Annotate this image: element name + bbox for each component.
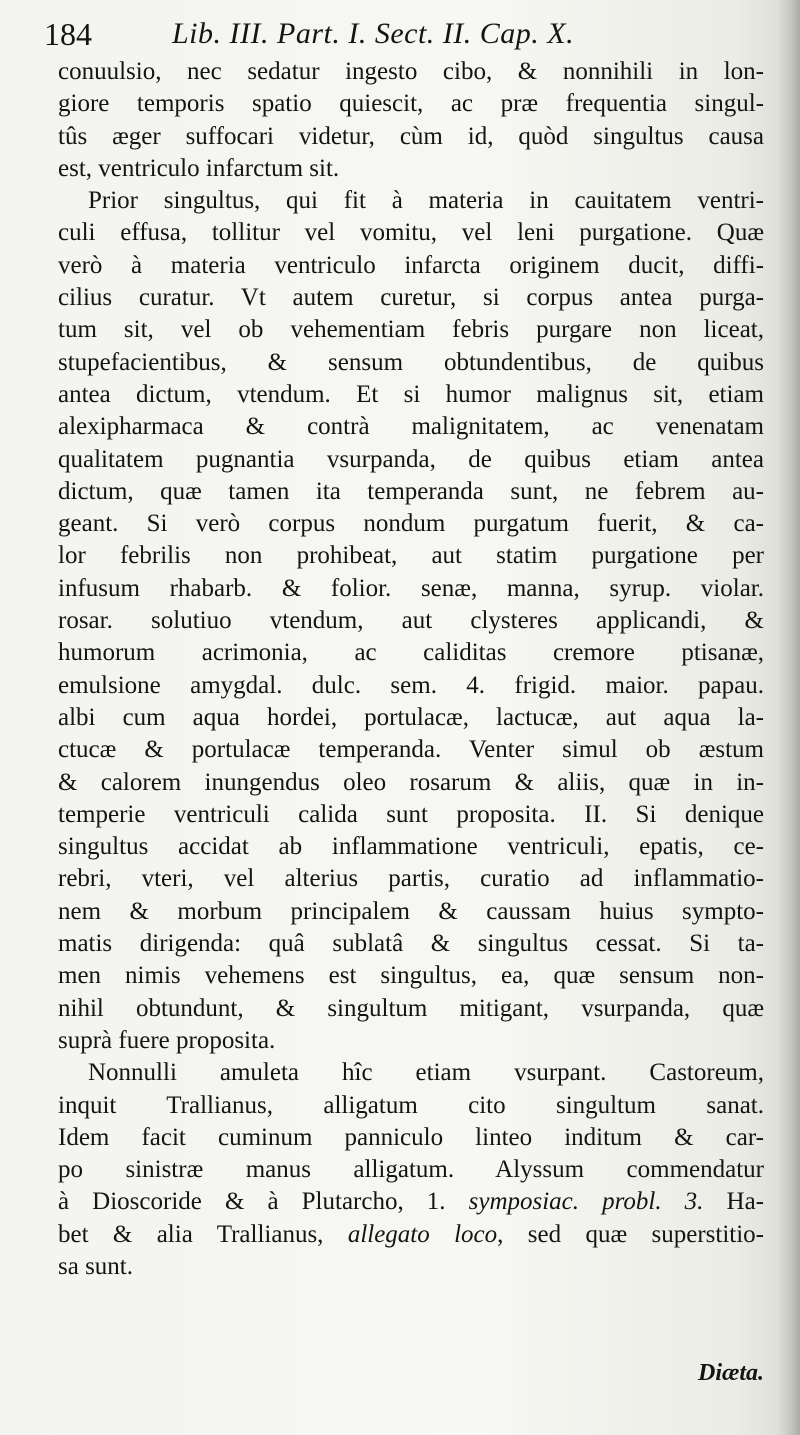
text-line: geant. Si verò corpus nondum purgatum fuerit, & ca- bbox=[58, 510, 764, 538]
text-line: conuulsio, nec sedatur ingesto cibo, & nonnihili in lon- bbox=[58, 58, 764, 85]
text-fragment: à Dioscoride & à Plutarcho, 1. bbox=[58, 1188, 469, 1216]
text-fragment: , sed quæ superstitio- bbox=[497, 1220, 764, 1248]
text-line: rebri, vteri, vel alterius partis, curatio ad inflammatio- bbox=[58, 865, 764, 893]
text-line: Prior singultus, qui fit à materia in cauitatem ventri- bbox=[88, 187, 764, 215]
body-text bbox=[58, 56, 764, 1283]
running-head: Lib. III. Part. I. Sect. II. Cap. X. bbox=[172, 17, 575, 50]
text-line: infusum rhabarb. & folior. senæ, manna, syrup. violar. bbox=[58, 574, 764, 602]
text-line: qualitatem pugnantia vsurpanda, de quibus etiam antea bbox=[58, 445, 764, 473]
text-line: inquit Trallianus, alligatum cito singultum sanat. bbox=[58, 1091, 764, 1119]
text-fragment: Ha- bbox=[703, 1188, 764, 1216]
text-line: temperie ventriculi calida sunt proposita. II. Si denique bbox=[58, 800, 764, 828]
italic-fragment: iac. probl. 3. bbox=[542, 1188, 704, 1216]
text-line: tûs æger suffocari videtur, cùm id, quòd singultus causa bbox=[58, 122, 764, 150]
text-line: rosar. solutiuo vtendum, aut clysteres applicandi, & bbox=[58, 607, 764, 635]
text-line: humorum acrimonia, ac caliditas cremore ptisanæ, bbox=[58, 639, 764, 667]
text-line: men nimis vehemens est singultus, ea, quæ sensum non- bbox=[58, 962, 764, 990]
text-line: sa sunt. bbox=[58, 1252, 133, 1280]
text-line: emulsione amygdal. dulc. sem. 4. frigid. maior. papau. bbox=[58, 671, 764, 699]
text-line: tum sit, vel ob vehementiam febris purgare non liceat, bbox=[58, 316, 764, 344]
text-line: albi cum aqua hordei, portulacæ, lactucæ, aut aqua la- bbox=[58, 703, 764, 731]
text-line: dictum, quæ tamen ita temperanda sunt, ne febrem au- bbox=[58, 477, 764, 505]
text-line: verò à materia ventriculo infarcta originem ducit, diffi- bbox=[58, 251, 764, 279]
text-line: stupefacientibus, & sensum obtundentibus, de quibus bbox=[58, 348, 764, 376]
page-number: 184 bbox=[44, 16, 92, 52]
text-fragment: bet & alia Trallianus, bbox=[58, 1220, 348, 1248]
text-line: suprà fuere proposita. bbox=[58, 1026, 276, 1054]
text-line: antea dictum, vtendum. Et si humor malignus sit, etiam bbox=[58, 380, 764, 408]
text-line: Nonnulli amuleta hîc etiam vsurpant. Castoreum, bbox=[88, 1059, 764, 1087]
text-line: est, ventriculo infarctum sit. bbox=[58, 154, 340, 182]
text-line: nihil obtundunt, & singultum mitigant, vsurpanda, quæ bbox=[58, 994, 764, 1022]
italic-fragment: sympos bbox=[468, 1188, 543, 1216]
catchword: Diæta. bbox=[698, 1360, 764, 1386]
text-line: & calorem inungendus oleo rosarum & aliis, quæ in in- bbox=[58, 768, 764, 796]
text-line: culi effusa, tollitur vel vomitu, vel leni purgatione. Quæ bbox=[58, 219, 764, 247]
text-line: lor febrilis non prohibeat, aut statim purgatione per bbox=[58, 542, 764, 570]
text-line-mixed bbox=[58, 1219, 764, 1251]
text-line: matis dirigenda: quâ sublatâ & singultus cessat. Si ta- bbox=[58, 930, 764, 958]
text-line: giore temporis spatio quiescit, ac præ frequentia singul- bbox=[58, 90, 764, 118]
text-line: cilius curatur. Vt autem curetur, si corpus antea purga- bbox=[58, 284, 764, 312]
text-line: alexipharmaca & contrà malignitatem, ac venenatam bbox=[58, 413, 764, 441]
text-line: nem & morbum principalem & caussam huius sympto- bbox=[58, 897, 764, 925]
italic-fragment: allegato loco bbox=[347, 1220, 498, 1248]
text-line: Idem facit cuminum panniculo linteo inditum & car- bbox=[58, 1123, 764, 1151]
page-header bbox=[44, 14, 764, 54]
text-line-mixed bbox=[58, 1186, 764, 1218]
text-line: ctucæ & portulacæ temperanda. Venter simul ob æstum bbox=[58, 736, 764, 764]
spine-shadow bbox=[778, 0, 800, 1435]
text-line: po sinistræ manus alligatum. Alyssum commendatur bbox=[58, 1156, 764, 1184]
text-line: singultus accidat ab inflammatione ventriculi, epatis, ce- bbox=[58, 833, 764, 861]
